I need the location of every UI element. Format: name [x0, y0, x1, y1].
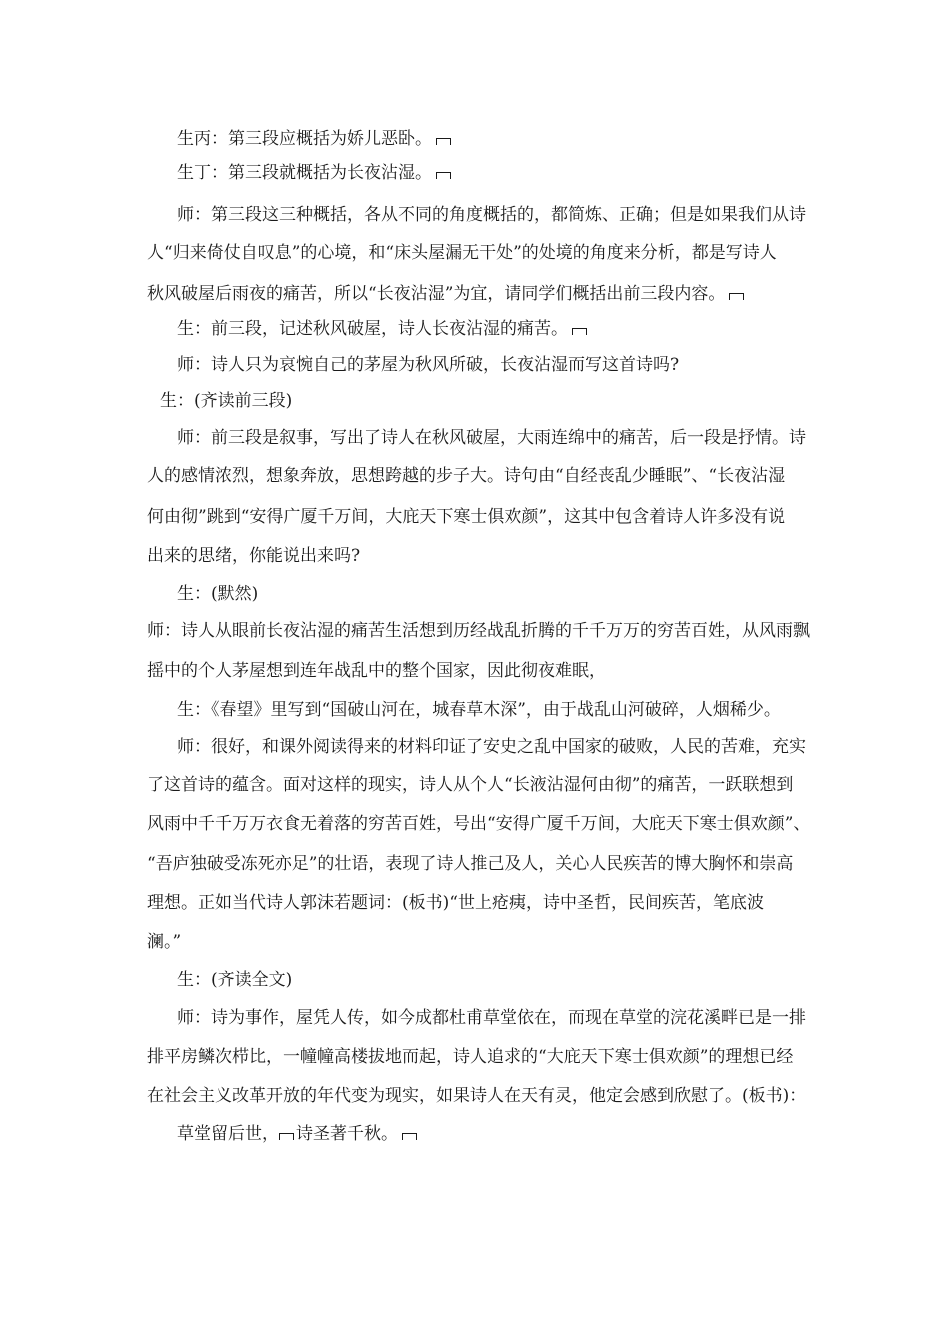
text-line [147, 464, 785, 488]
text-span: “吾庐独破受冻死亦足”的壮语，表现了诗人推己及人，关心人民疾苦的博大胸怀和崇高 [147, 854, 794, 874]
text-line [177, 426, 806, 450]
text-line [147, 812, 810, 836]
text-span: 师：诗为事作，屋凭人传，如今成都杜甫草堂依在，而现在草堂的浣花溪畔已是一排 [177, 1008, 806, 1028]
text-span: 师：第三段这三种概括，各从不同的角度概括的，都简炼、正确；但是如果我们从诗 [177, 205, 806, 225]
text-span: 澜。” [147, 932, 182, 952]
text-span: 生丙：第三段应概括为娇儿恶卧。 [177, 129, 432, 149]
text-span: 理想。正如当代诗人郭沫若题词：(板书)“世上疮痍，诗中圣哲，民间疾苦，笔底波 [147, 893, 764, 913]
text-line [147, 1084, 806, 1108]
edit-mark-icon [436, 172, 451, 179]
text-span: 秋风破屋后雨夜的痛苦，所以“长夜沾湿”为宜，请同学们概括出前三段内容。 [147, 284, 726, 304]
text-line [177, 317, 587, 341]
text-span: 摇中的个人茅屋想到连年战乱中的整个国家，因此彻夜难眠， [147, 661, 606, 681]
text-line [147, 852, 793, 876]
text-line [177, 353, 679, 377]
text-span: 生：前三段，记述秋风破屋，诗人长夜沾湿的痛苦。 [177, 319, 568, 339]
text-span: 师：诗人只为哀惋自己的茅屋为秋风所破，长夜沾湿而写这首诗吗? [177, 355, 680, 375]
edit-mark-icon [729, 293, 744, 300]
text-line [177, 161, 451, 185]
edit-mark-icon [436, 138, 451, 145]
text-span: 草堂留后世， [177, 1124, 279, 1144]
text-line [177, 698, 781, 722]
edit-mark-icon [402, 1133, 417, 1140]
text-line [147, 241, 777, 265]
text-span: 风雨中千千万万衣食无着落的穷苦百姓，号出“安得广厦千万间，大庇天下寒士俱欢颜”、 [147, 814, 811, 834]
text-line [147, 659, 606, 683]
text-span: 生：《春望》里写到“国破山河在，城春草木深”，由于战乱山河破碎，人烟稀少。 [177, 700, 781, 720]
text-span: 人的感情浓烈，想象奔放，思想跨越的步子大。诗句由“自经丧乱少睡眠”、“长夜沾湿 [147, 466, 786, 486]
text-line [177, 127, 451, 151]
text-line [177, 582, 258, 606]
text-line [147, 505, 785, 529]
text-line [147, 891, 764, 915]
text-line [147, 282, 744, 306]
text-span: 排平房鳞次栉比，一幢幢高楼拔地而起，诗人追求的“大庇天下寒士俱欢颜”的理想已经 [147, 1047, 794, 1067]
text-line [177, 735, 806, 759]
text-span: 生：(齐读全文) [177, 970, 293, 990]
text-line [177, 1006, 806, 1030]
text-span: 了这首诗的蕴含。面对这样的现实，诗人从个人“长液沾湿何由彻”的痛苦，一跃联想到 [147, 775, 794, 795]
edit-mark-icon [572, 328, 587, 335]
text-span: 生丁：第三段就概括为长夜沾湿。 [177, 163, 432, 183]
text-span: 师：前三段是叙事，写出了诗人在秋风破屋，大雨连绵中的痛苦，后一段是抒情。诗 [177, 428, 806, 448]
text-span: 何由彻”跳到“安得广厦千万间，大庇天下寒士俱欢颜”，这其中包含着诗人许多没有说 [147, 507, 786, 527]
text-span: 出来的思绪，你能说出来吗? [147, 546, 361, 566]
text-span: 师：很好，和课外阅读得来的材料印证了安史之乱中国家的破败，人民的苦难，充实 [177, 737, 806, 757]
text-line [147, 1045, 793, 1069]
text-line [147, 619, 810, 643]
text-span: 生：(齐读前三段) [160, 391, 293, 411]
text-line [177, 203, 806, 227]
text-span: 人“归来倚仗自叹息”的心境，和“床头屋漏无干处”的处境的角度来分析，都是写诗人 [147, 243, 777, 263]
text-line [177, 1122, 417, 1146]
text-span: 生：(默然) [177, 584, 259, 604]
text-span: 师：诗人从眼前长夜沾湿的痛苦生活想到历经战乱折腾的千千万万的穷苦百姓，从风雨飘 [147, 621, 810, 641]
text-span: 在社会主义改革开放的年代变为现实，如果诗人在天有灵，他定会感到欣慰了。(板书)： [147, 1086, 807, 1106]
edit-mark-icon [279, 1133, 294, 1140]
text-line [147, 930, 181, 954]
text-line [147, 773, 793, 797]
text-span: 诗圣著千秋。 [296, 1124, 398, 1144]
text-line [160, 389, 292, 413]
text-line [177, 968, 292, 992]
text-line [147, 544, 360, 568]
